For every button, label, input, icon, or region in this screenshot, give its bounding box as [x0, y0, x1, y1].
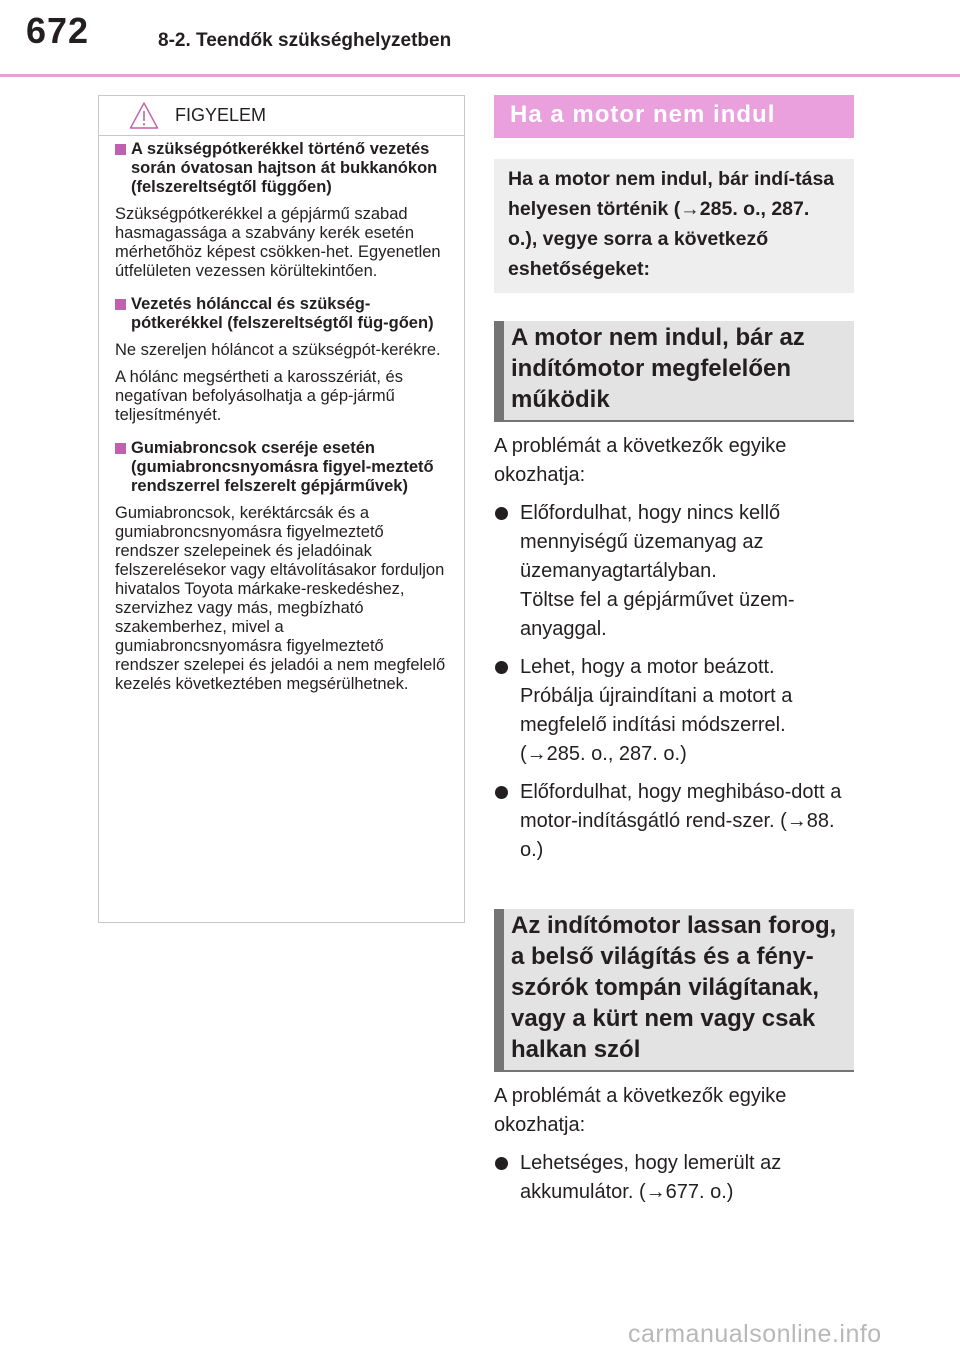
subsection-heading: A motor nem indul, bár az indítómotor megfelelően működik	[494, 321, 854, 422]
warning-body	[99, 136, 464, 694]
section-title: Ha a motor nem indul	[494, 95, 854, 138]
warning-section-heading: A szükségpótkerékkel történő vezetés során óvatosan hajtson át bukkanókon (felszereltségtől függően)	[115, 140, 448, 197]
warning-header	[99, 96, 464, 136]
warning-section-heading: Vezetés hólánccal és szükség-pótkerékkel (felszereltségtől füg-gően)	[115, 295, 448, 333]
body-paragraph: A problémát a következők egyike okozhatja:	[494, 1085, 787, 1136]
warning-section	[115, 140, 448, 281]
watermark: carmanualsonline.info	[628, 1320, 882, 1348]
main-column	[494, 95, 854, 1207]
warning-paragraph: Ne szereljen hóláncot a szükségpót-kerékre.	[115, 341, 441, 359]
list-item: Lehetséges, hogy lemerült az akkumulátor. (→677. o.)	[494, 1149, 854, 1207]
warning-section	[115, 439, 448, 694]
warning-section-heading: Gumiabroncsok cseréje esetén (gumiabroncsnyomásra figyel-meztető rendszerrel felszerelt gépjárművek)	[115, 439, 448, 496]
subsection-heading: Az indítómotor lassan forog, a belső világítás és a fény-szórók tompán világítanak, vagy a kürt nem vagy csak halkan szól	[494, 909, 854, 1072]
page-header	[0, 0, 960, 80]
list-item: Előfordulhat, hogy meghibáso-dott a motor-indításgátló rend-szer. (→88. o.)	[494, 778, 854, 865]
body-paragraph: A problémát a következők egyike okozhatja:	[494, 435, 787, 486]
square-bullet-icon	[115, 299, 126, 310]
square-bullet-icon	[115, 443, 126, 454]
warning-paragraph: A hólánc megsértheti a karosszériát, és negatívan befolyásolhatja a gép-jármű teljesítményét.	[115, 368, 403, 424]
warning-paragraph: Gumiabroncsok, keréktárcsák és a gumiabroncsnyomásra figyelmeztető rendszer szelepeinek és jeladóinak felszerelésekor vagy eltávolításakor forduljon hivatalos Toyota márkake-reskedéshez, szervizhez vagy más, megbízható szakemberhez, mivel a gumiabroncsnyomásra figyelmeztető rendszer szelepei és jeladói a nem megfelelő kezelés következtében megsérülhetnek.	[115, 504, 446, 693]
bullet-dot-icon	[495, 661, 508, 674]
warning-triangle-icon	[129, 101, 159, 131]
bullet-dot-icon	[495, 1157, 508, 1170]
warning-box	[98, 95, 465, 923]
bullet-dot-icon	[495, 786, 508, 799]
bullet-dot-icon	[495, 507, 508, 520]
square-bullet-icon	[115, 144, 126, 155]
warning-section	[115, 295, 448, 425]
warning-paragraph: Szükségpótkerékkel a gépjármű szabad hasmagassága a szabvány kerék esetén mérhetőhöz képest csökken-het. Egyenetlen útfelületen vezessen körültekintően.	[115, 205, 441, 280]
list-item: Előfordulhat, hogy nincs kellő mennyiségű üzemanyag az üzemanyagtartályban. Töltse fel a gépjárművet üzem-anyaggal.	[494, 499, 854, 644]
header-rule	[0, 74, 960, 77]
chapter-title: 8-2. Teendők szükséghelyzetben	[158, 30, 452, 51]
warning-title: FIGYELEM	[175, 105, 267, 125]
list-item: Lehet, hogy a motor beázott. Próbálja újraindítani a motort a megfelelő indítási módszerrel. (→285. o., 287. o.)	[494, 653, 854, 769]
page-number: 672	[26, 10, 90, 51]
intro-box: Ha a motor nem indul, bár indí-tása helyesen történik (→285. o., 287. o.), vegye sorra a következő eshetőségeket:	[494, 159, 854, 293]
